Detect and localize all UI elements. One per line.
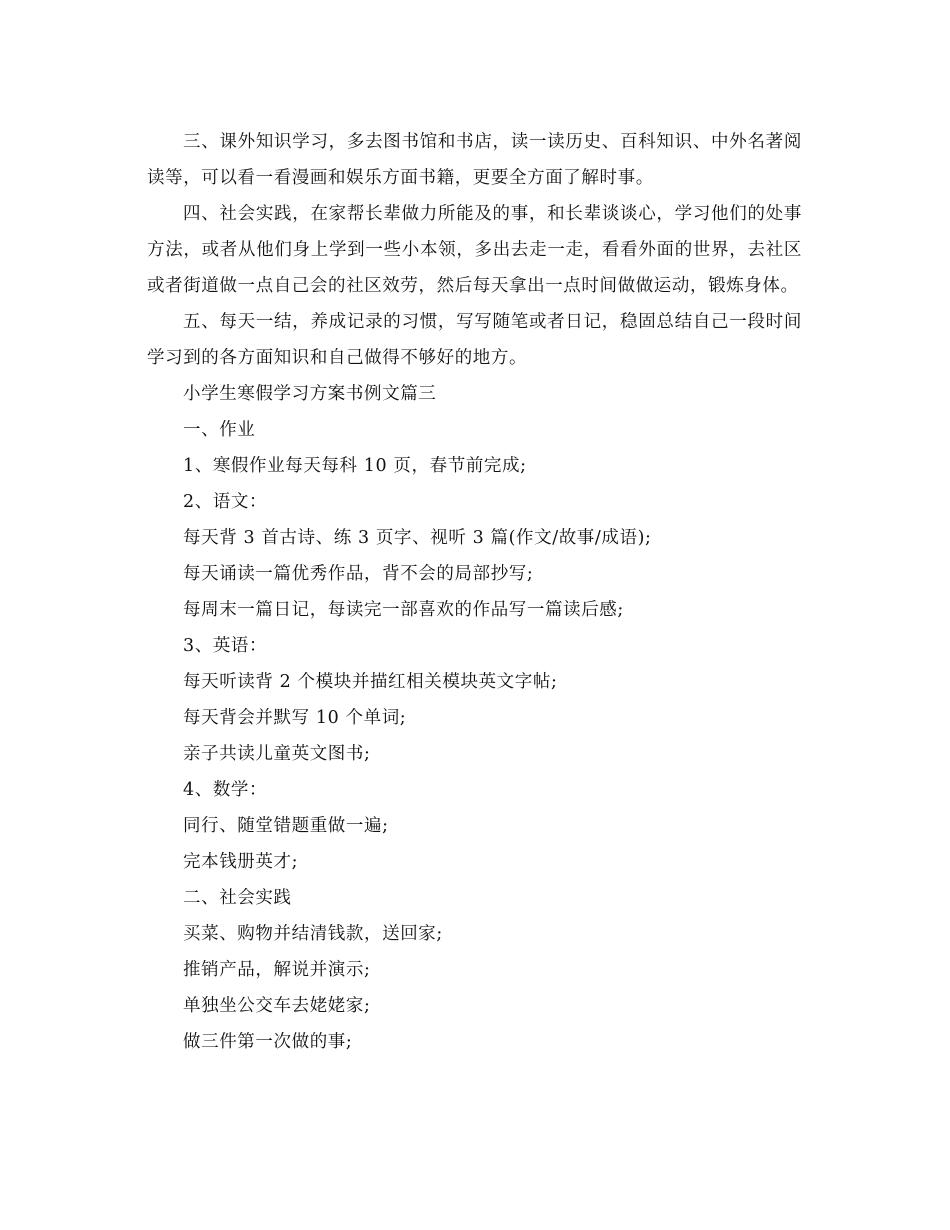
paragraph-extracurricular: 三、课外知识学习，多去图书馆和书店，读一读历史、百科知识、中外名著阅读等，可以看一看漫画和娱乐方面书籍，更要全方面了解时事。: [147, 132, 802, 188]
list-item: 推销产品，解说并演示;: [183, 960, 371, 980]
heading-homework: 一、作业: [183, 420, 256, 440]
section-heading: 小学生寒假学习方案书例文篇三: [183, 384, 437, 404]
list-item: 每天听读背 2 个模块并描红相关模块英文字帖;: [183, 672, 558, 692]
list-item: 完本钱册英才;: [183, 852, 299, 872]
paragraph-daily-summary: 五、每天一结，养成记录的习惯，写写随笔或者日记，稳固总结自己一段时间学习到的各方面知识和自己做得不够好的地方。: [147, 312, 802, 368]
list-item: 每天诵读一篇优秀作品，背不会的局部抄写;: [183, 564, 534, 584]
heading-social-practice: 二、社会实践: [183, 888, 292, 908]
subheading-math: 4、数学：: [183, 780, 268, 800]
list-item: 每天背会并默写 10 个单词;: [183, 708, 407, 728]
list-item: 每天背 3 首古诗、练 3 页字、视听 3 篇(作文/故事/成语);: [183, 528, 652, 548]
subheading-english: 3、英语：: [183, 636, 268, 656]
document-body: [147, 124, 802, 1060]
subheading-chinese: 2、语文：: [183, 492, 268, 512]
list-item: 单独坐公交车去姥姥家;: [183, 996, 371, 1016]
list-item: 做三件第一次做的事;: [183, 1032, 353, 1052]
paragraph-social-practice: 四、社会实践，在家帮长辈做力所能及的事，和长辈谈谈心，学习他们的处事方法，或者从他们身上学到一些小本领，多出去走一走，看看外面的世界，去社区或者街道做一点自己会的社区效劳，然后每天拿出一点时间做做运动，锻炼身体。: [147, 204, 802, 296]
list-item: 买菜、购物并结清钱款，送回家;: [183, 924, 443, 944]
list-item: 同行、随堂错题重做一遍;: [183, 816, 389, 836]
list-item: 每周末一篇日记，每读完一部喜欢的作品写一篇读后感;: [183, 600, 624, 620]
list-item: 1、寒假作业每天每科 10 页，春节前完成;: [183, 456, 527, 476]
list-item: 亲子共读儿童英文图书;: [183, 744, 371, 764]
